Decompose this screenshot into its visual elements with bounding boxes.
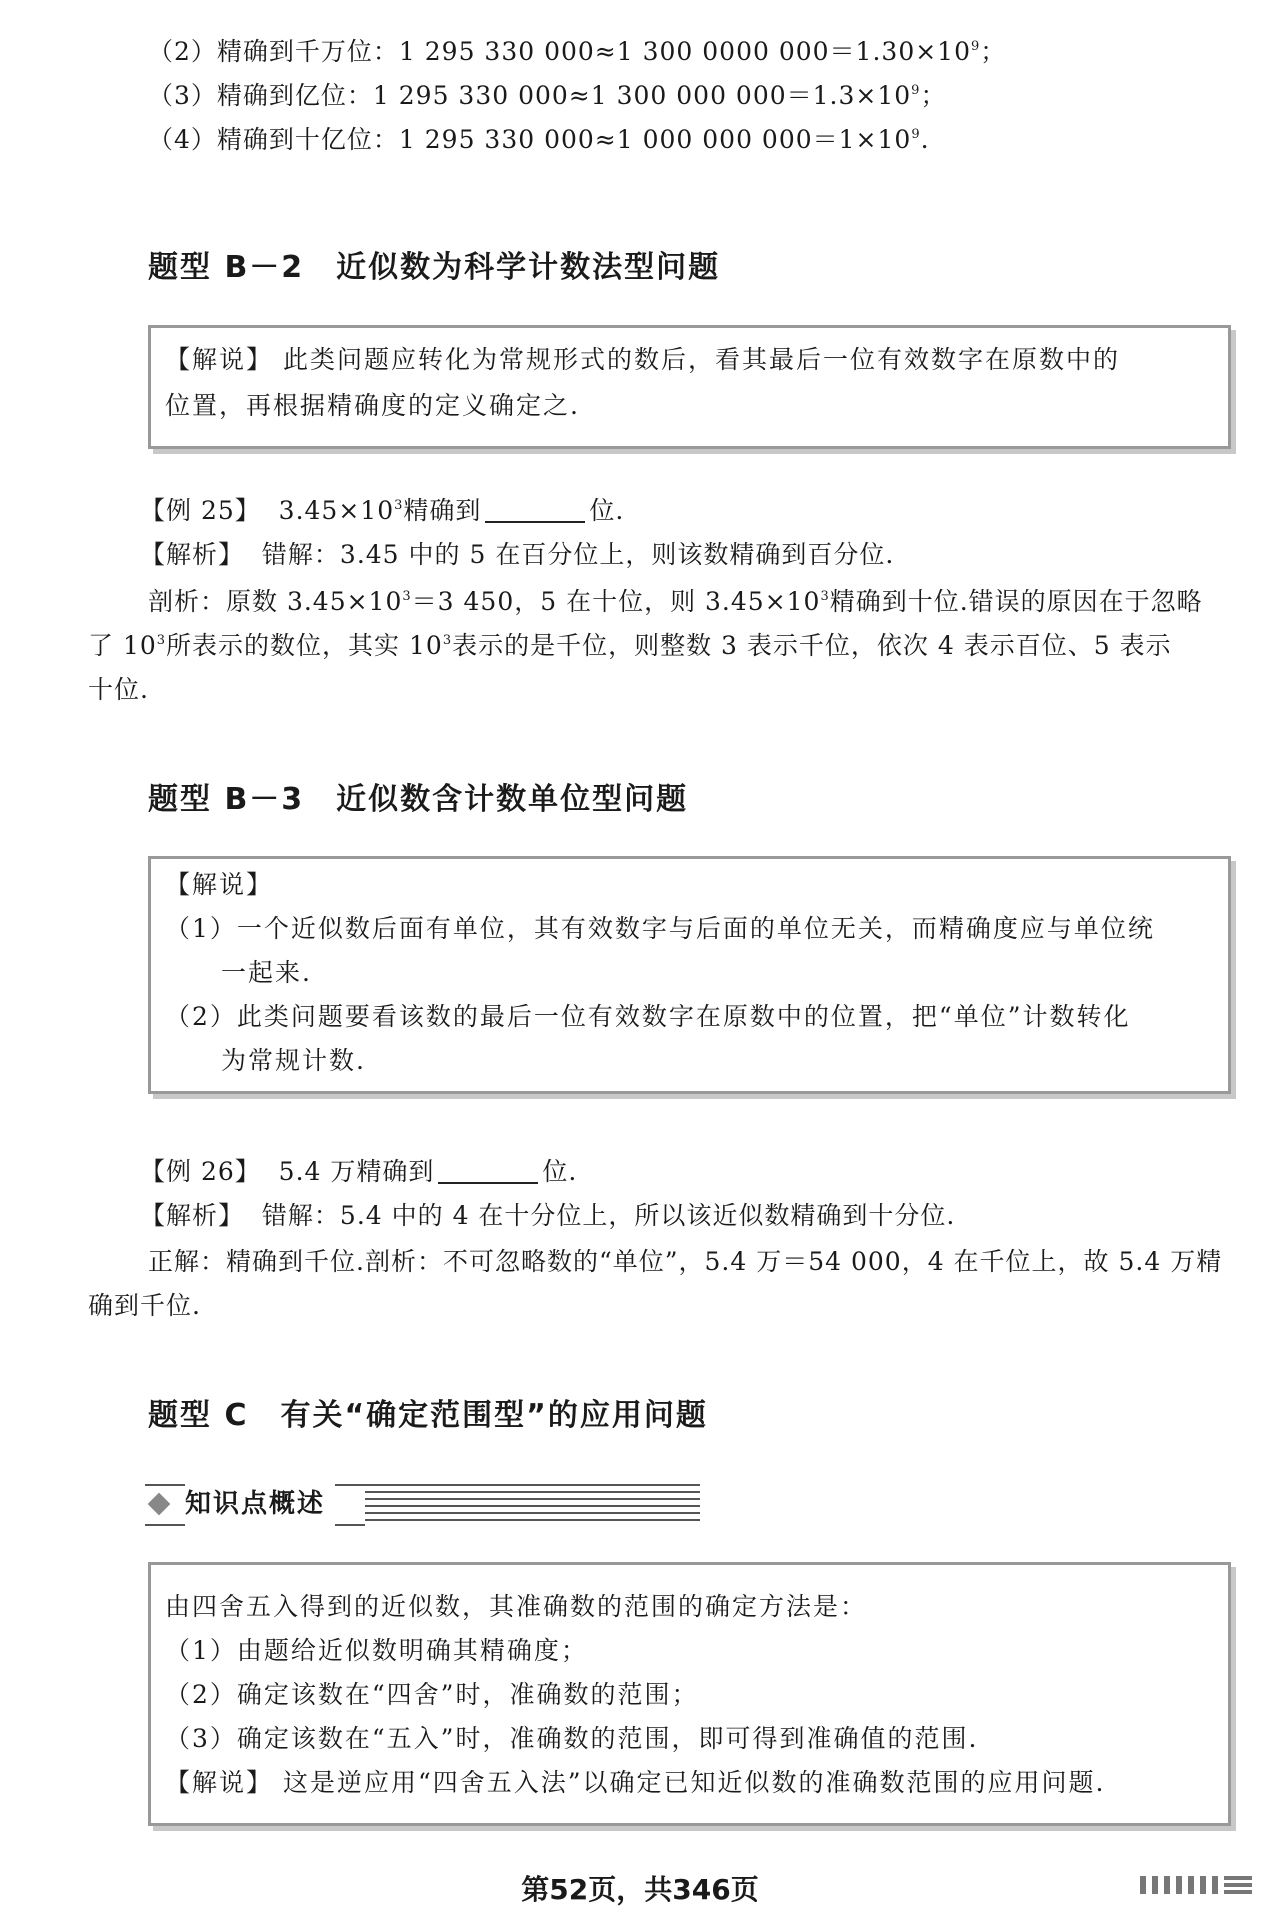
knowledge-overview-badge (145, 1478, 700, 1532)
note-line: （3）确定该数在“五入”时，准确数的范围，即可得到准确值的范围. (165, 1724, 979, 1753)
badge-label: 知识点概述 (185, 1482, 335, 1526)
note-line: 为常规计数. (221, 1046, 366, 1075)
note-line: （2）此类问题要看该数的最后一位有效数字在原数中的位置，把“单位”计数转化 (165, 1002, 1131, 1031)
example-26: 【例 26】 5.4 万精确到 位. (140, 1157, 578, 1186)
note-line: 一起来. (221, 958, 312, 987)
note-line: 【解说】 这是逆应用“四舍五入法”以确定已知近似数的准确数范围的应用问题. (165, 1768, 1106, 1797)
correct-answer-line: 确到千位. (88, 1291, 201, 1320)
section-b2-heading: 题型 B－2 近似数为科学计数法型问题 (148, 250, 721, 285)
section-b3-heading: 题型 B－3 近似数含计数单位型问题 (148, 782, 689, 817)
watermark-logo (1140, 1870, 1260, 1900)
answer-blank (485, 495, 585, 523)
analysis-line: 剖析：原数 $3.45\times 10^3=3$ 450，5 在十位，则 $3.45\times 10^3$精确到十位.错误的原因在于忽略 (148, 587, 1203, 616)
note-line: 【解说】 此类问题应转化为常规形式的数后，看其最后一位有效数字在原数中的 (165, 345, 1120, 374)
page-number: 第52页，共346页 (521, 1873, 759, 1906)
note-line: 位置，再根据精确度的定义确定之. (165, 391, 580, 420)
note-line: 由四舍五入得到的近似数，其准确数的范围的确定方法是： (165, 1592, 868, 1621)
note-line: （1）一个近似数后面有单位，其有效数字与后面的单位无关，而精确度应与单位统 (165, 914, 1155, 943)
answer-blank (438, 1156, 538, 1184)
section-c-heading: 题型 C 有关“确定范围型”的应用问题 (148, 1398, 708, 1433)
section-b3-note-box (148, 856, 1231, 1094)
section-b2-note-box (148, 325, 1231, 449)
note-line: 【解说】 (165, 870, 274, 899)
example-25: 【例 25】 $3.45\times 10^3$精确到 位. (140, 496, 625, 525)
top-line-1: （2）精确到千万位：1 295 330 000≈1 300 0000 $000=1.30\times 10^9$； (148, 37, 1007, 66)
section-c-note-box (148, 1562, 1231, 1826)
top-line-2: （3）精确到亿位：1 295 330 000≈1 300 000 $000=1.3\times 10^9$； (148, 81, 947, 110)
top-line-3: （4）精确到十亿位：1 295 330 000≈1 000 000 $000=1\times 10^9$. (148, 125, 930, 154)
analysis-line: 了 $10^3$所表示的数位，其实 $10^3$表示的是千位，则整数 3 表示千位，依次 4 表示百位、5 表示 (88, 631, 1172, 660)
note-line: （1）由题给近似数明确其精确度； (165, 1636, 588, 1665)
example-26-answer: 【解析】 错解：5.4 中的 4 在十分位上，所以该近似数精确到十分位. (140, 1201, 956, 1230)
analysis-line: 十位. (88, 675, 149, 704)
note-line: （2）确定该数在“四舍”时，准确数的范围； (165, 1680, 699, 1709)
correct-answer-line: 正解：精确到千位.剖析：不可忽略数的“单位”，5.4 万＝54 000，4 在千位上，故 5.4 万精 (148, 1247, 1223, 1276)
example-25-answer: 【解析】 错解：3.45 中的 5 在百分位上，则该数精确到百分位. (140, 540, 895, 569)
